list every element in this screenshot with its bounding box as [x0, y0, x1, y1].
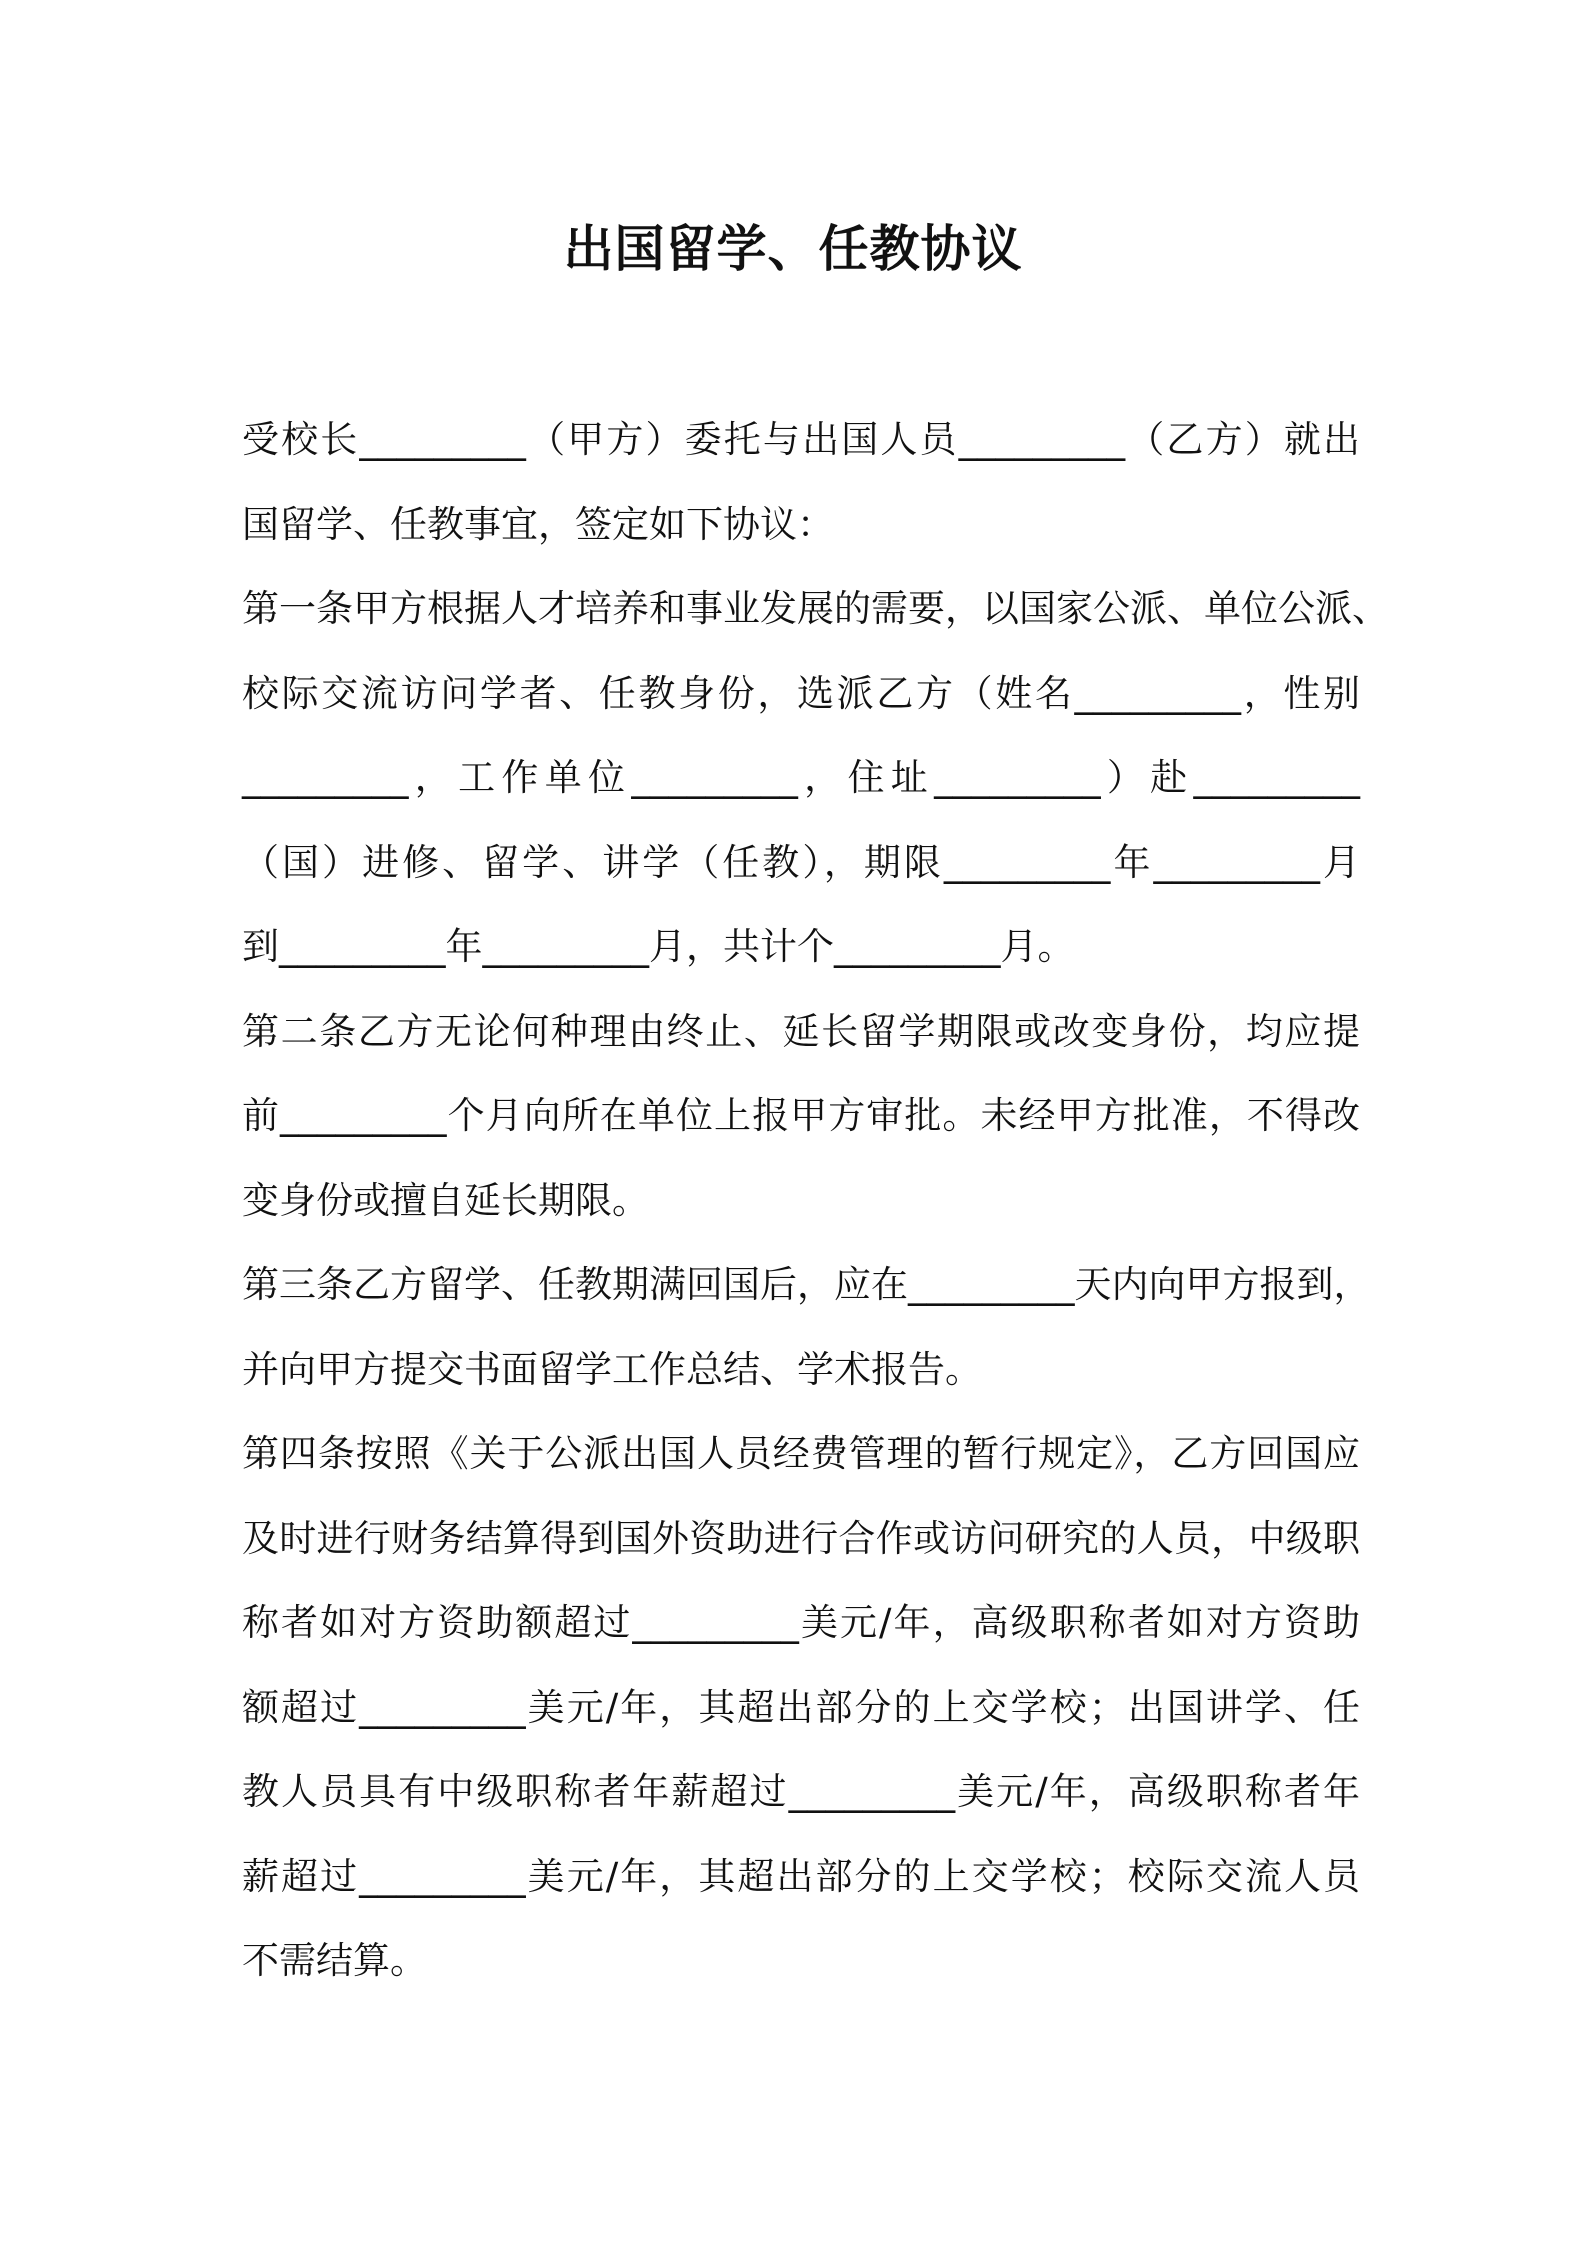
agreement-line: 变身份或擅自延长期限。: [242, 1178, 649, 1222]
agreement-line: 前_________个月向所在单位上报甲方审批。未经甲方批准，不得改: [242, 1094, 1360, 1137]
agreement-line: 称者如对方资助额超过_________美元/年，高级职称者如对方资助: [242, 1601, 1360, 1644]
agreement-line: 第一条甲方根据人才培养和事业发展的需要，以国家公派、单位公派、: [242, 587, 1389, 630]
agreement-line: _________，工作单位_________，住址_________）赴_________: [242, 756, 1360, 799]
agreement-line: 国留学、任教事宜，签定如下协议：: [242, 502, 834, 546]
agreement-line: 及时进行财务结算得到国外资助进行合作或访问研究的人员，中级职: [242, 1516, 1360, 1560]
agreement-line: 到_________年_________月，共计个_________月。: [242, 925, 1075, 968]
agreement-line: 受校长_________（甲方）委托与出国人员_________（乙方）就出: [242, 418, 1360, 461]
agreement-body: [242, 398, 1389, 2004]
agreement-line: 第四条按照《关于公派出国人员经费管理的暂行规定》，乙方回国应: [242, 1432, 1360, 1475]
agreement-line: 校际交流访问学者、任教身份，选派乙方（姓名_________，性别: [242, 671, 1360, 715]
agreement-line: （国）进修、留学、讲学（任教），期限_________年_________月: [242, 840, 1360, 884]
document-title: 出国留学、任教协议: [563, 220, 1023, 278]
agreement-line: 教人员具有中级职称者年薪超过_________美元/年，高级职称者年: [242, 1770, 1360, 1813]
agreement-line: 第二条乙方无论何种理由终止、延长留学期限或改变身份，均应提: [242, 1009, 1360, 1053]
agreement-line: 额超过_________美元/年，其超出部分的上交学校；出国讲学、任: [242, 1685, 1360, 1729]
agreement-line: 并向甲方提交书面留学工作总结、学术报告。: [242, 1347, 982, 1391]
agreement-line: 第三条乙方留学、任教期满回国后，应在_________天内向甲方报到，: [242, 1263, 1371, 1306]
agreement-line: 不需结算。: [242, 1939, 427, 1982]
agreement-line: 薪超过_________美元/年，其超出部分的上交学校；校际交流人员: [242, 1854, 1360, 1898]
